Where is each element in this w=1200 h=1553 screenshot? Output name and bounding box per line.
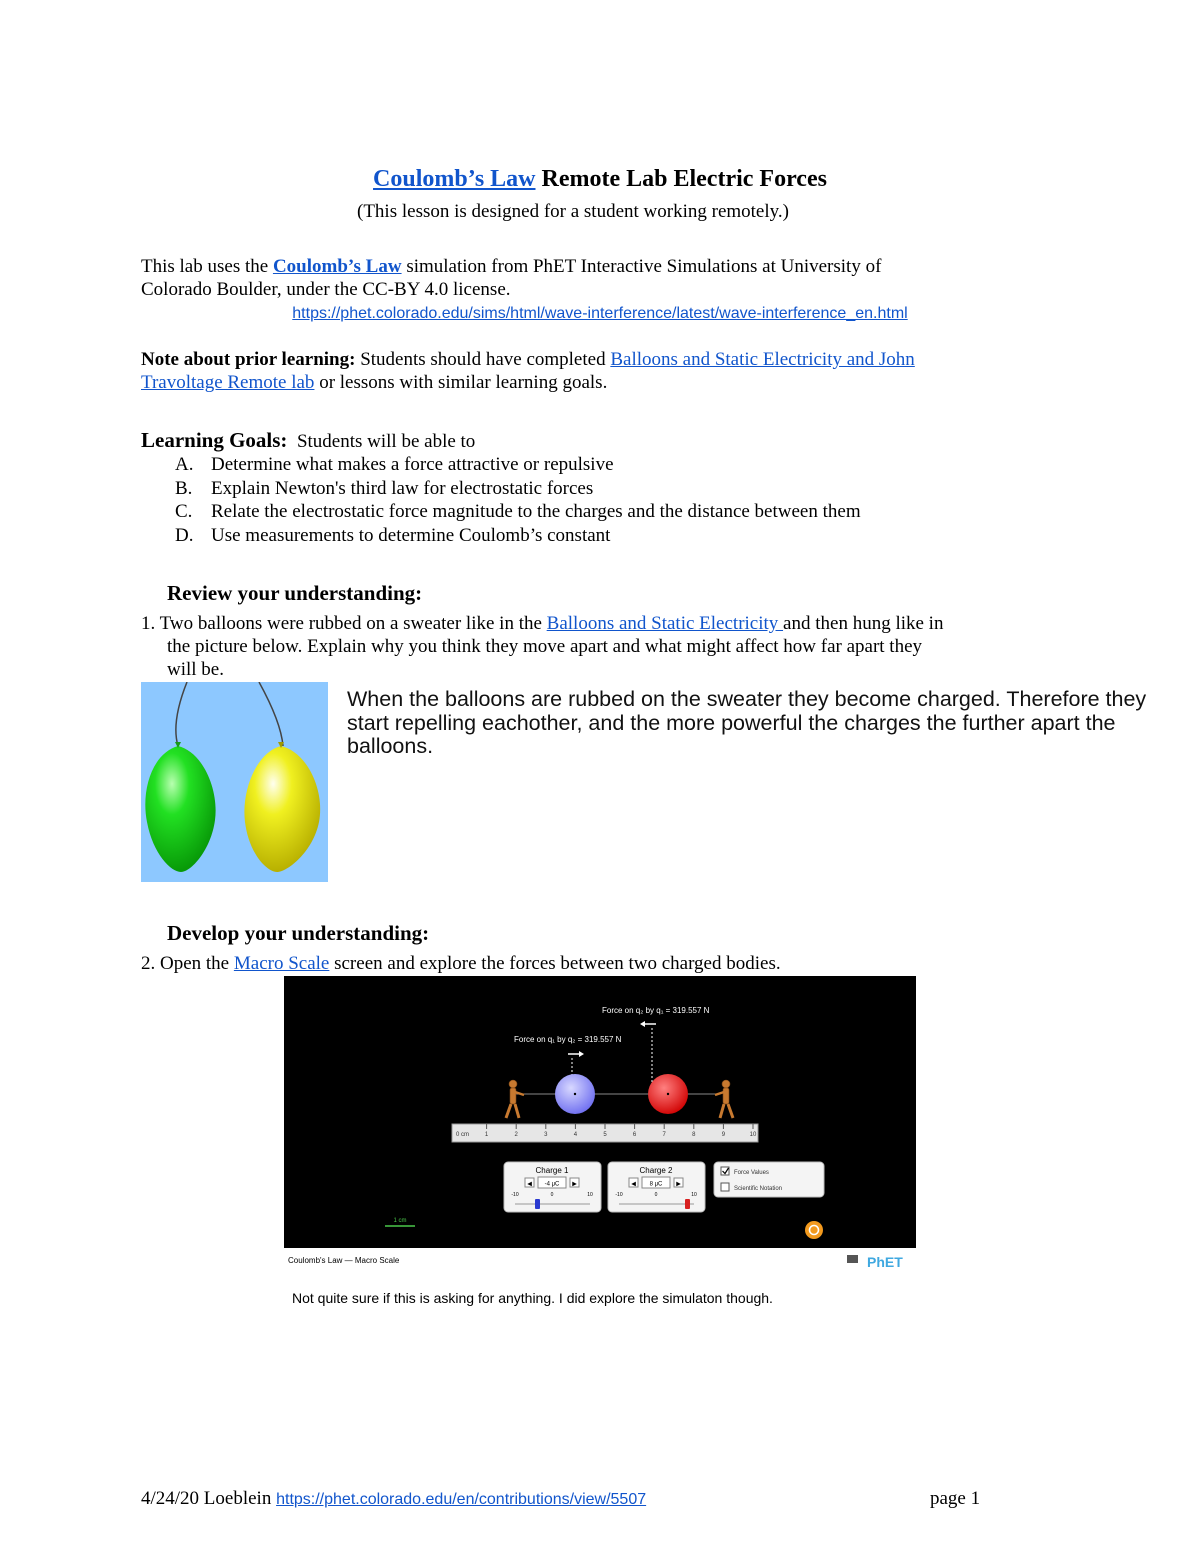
prior-learning-paragraph	[141, 348, 1021, 394]
q2-text-1: 2. Open the	[141, 953, 234, 974]
charge-1-control-panel	[504, 1162, 601, 1212]
force-values-label: Force Values	[734, 1170, 769, 1176]
simulation-screenshot	[284, 976, 916, 1272]
charge-1-min: -10	[511, 1192, 519, 1198]
sim-canvas	[284, 976, 916, 1272]
question-1	[141, 612, 1061, 681]
charge-1-value: -4 μC	[544, 1181, 560, 1188]
svg-text:◀: ◀	[527, 1181, 532, 1188]
options-panel	[714, 1162, 824, 1197]
charge-2-mid: 0	[654, 1192, 658, 1198]
develop-heading: Develop your understanding:	[167, 921, 430, 945]
camera-icon[interactable]	[847, 1255, 858, 1263]
prior-link-2[interactable]: Travoltage Remote lab	[141, 372, 315, 393]
phet-logo[interactable]: PhET	[867, 1254, 903, 1270]
ruler-tick-label: 10	[749, 1132, 757, 1138]
scale-label: 1 cm	[393, 1218, 407, 1224]
charge-2-slider-thumb[interactable]	[685, 1199, 690, 1209]
goal-text: Determine what makes a force attractive or repulsive	[211, 454, 614, 475]
title-text: Remote Lab Electric Forces	[535, 166, 827, 192]
goal-item	[175, 500, 861, 524]
green-balloon	[145, 746, 215, 872]
goals-intro: Students will be able to	[287, 431, 476, 452]
ruler-tick-label: 8	[692, 1132, 696, 1138]
goals-heading-text: Learning Goals:	[141, 428, 288, 452]
intro-paragraph	[141, 255, 1021, 301]
ruler-tick-label: 4	[573, 1132, 578, 1138]
footer-date-author: 4/24/20 Loeblein	[141, 1488, 277, 1509]
q1-line-2: the picture below. Explain why you think they move apart and what might affect how far apart they	[167, 636, 923, 657]
footer-left	[141, 1488, 646, 1510]
prior-text-1: Students should have completed	[355, 349, 611, 370]
charge-2-title: Charge 2	[639, 1166, 673, 1175]
question-2	[141, 952, 1061, 975]
intro-text-1: This lab uses the	[141, 256, 273, 277]
balloons-illustration	[141, 682, 328, 882]
ruler-tick-label: 3	[544, 1132, 548, 1138]
scientific-notation-label: Scientific Notation	[734, 1186, 783, 1192]
goal-item	[175, 477, 861, 501]
learning-goals-heading	[141, 428, 475, 453]
ruler-tick-label: 9	[721, 1132, 726, 1138]
ruler-tick-label: 7	[662, 1132, 666, 1138]
reset-all-button[interactable]	[805, 1221, 823, 1239]
q2-text-2: screen and explore the forces between two charged bodies.	[329, 953, 781, 974]
scientific-notation-checkbox[interactable]	[721, 1183, 729, 1191]
prior-link-1[interactable]: Balloons and Static Electricity and John	[610, 349, 915, 370]
goal-text: Relate the electrostatic force magnitude to the charges and the distance between them	[211, 501, 861, 523]
goal-item	[175, 524, 861, 548]
ruler-tick-label: 5	[603, 1132, 607, 1138]
q1-link[interactable]: Balloons and Static Electricity	[546, 613, 784, 634]
q2-link[interactable]: Macro Scale	[233, 953, 330, 974]
ruler-tick-label: 6	[632, 1132, 637, 1138]
goal-text: Use measurements to determine Coulomb’s constant	[211, 524, 611, 546]
charge-1-title: Charge 1	[535, 1166, 569, 1175]
sim-url-link[interactable]: https://phet.colorado.edu/sims/html/wave-interference/latest/wave-interference_en.html	[292, 305, 908, 322]
charge-2-control-panel	[608, 1162, 705, 1212]
charge-1-mid: 0	[550, 1192, 554, 1198]
student-note-2: Not quite sure if this is asking for anything. I did explore the simulaton though.	[292, 1290, 773, 1306]
subtitle: (This lesson is designed for a student working remotely.)	[357, 201, 789, 222]
goal-text: Explain Newton's third law for electrostatic forces	[211, 477, 594, 499]
ruler-tick-label: 1	[484, 1132, 489, 1138]
intro-line-2: Colorado Boulder, under the CC-BY 4.0 license.	[141, 279, 511, 300]
goal-item	[175, 453, 861, 477]
goal-letter: D.	[175, 524, 194, 546]
charge-1-slider-thumb[interactable]	[535, 1199, 540, 1209]
string-right	[259, 682, 283, 746]
intro-link[interactable]: Coulomb’s Law	[272, 256, 402, 277]
left-puller-figure	[506, 1080, 524, 1118]
charge-1-max: 10	[587, 1192, 593, 1198]
charge-2-min: -10	[615, 1192, 623, 1198]
intro-text-2: simulation from PhET Interactive Simulations at University of	[401, 256, 882, 277]
sim-screen-title: Coulomb's Law — Macro Scale	[288, 1256, 400, 1265]
q1-line-3: will be.	[167, 659, 224, 680]
charge-2-max: 10	[691, 1192, 697, 1198]
prior-label: Note about prior learning:	[141, 349, 356, 370]
ruler[interactable]	[452, 1124, 758, 1142]
goals-list	[175, 453, 861, 547]
string-left	[176, 682, 187, 746]
right-puller-figure	[715, 1080, 733, 1118]
goal-letter: A.	[175, 454, 194, 475]
goal-letter: C.	[175, 501, 193, 523]
ruler-tick-label: 2	[514, 1132, 518, 1138]
yellow-balloon	[244, 746, 320, 872]
balloons-image	[141, 682, 328, 882]
charge-2-value: 8 μC	[649, 1181, 663, 1188]
prior-text-2: or lessons with similar learning goals.	[314, 372, 608, 393]
review-heading: Review your understanding:	[167, 581, 423, 605]
page-number: page 1	[930, 1488, 981, 1509]
footer-url[interactable]: https://phet.colorado.edu/en/contributions/view/5507	[276, 1491, 647, 1508]
student-answer-1: When the balloons are rubbed on the sweater they become charged. Therefore they start repelling eachother, and the more powerful the charges the further apart the balloons.	[347, 687, 1147, 758]
svg-text:◀: ◀	[631, 1181, 636, 1188]
sim-url-line	[0, 303, 1200, 323]
title-link[interactable]: Coulomb’s Law	[373, 166, 536, 192]
q1-text-2: and then hung like in	[783, 613, 944, 634]
force-on-q1-label: Force on q₁ by q₂ = 319.557 N	[514, 1035, 622, 1044]
svg-text:▶: ▶	[676, 1181, 681, 1188]
svg-text:▶: ▶	[572, 1181, 577, 1188]
ruler-unit: 0 cm	[456, 1132, 470, 1138]
force-on-q2-label: Force on q₂ by q₁ = 319.557 N	[602, 1006, 710, 1015]
page-title	[0, 166, 1200, 193]
goal-letter: B.	[175, 477, 193, 499]
q1-text-1: 1. Two balloons were rubbed on a sweater like in the	[141, 613, 547, 634]
